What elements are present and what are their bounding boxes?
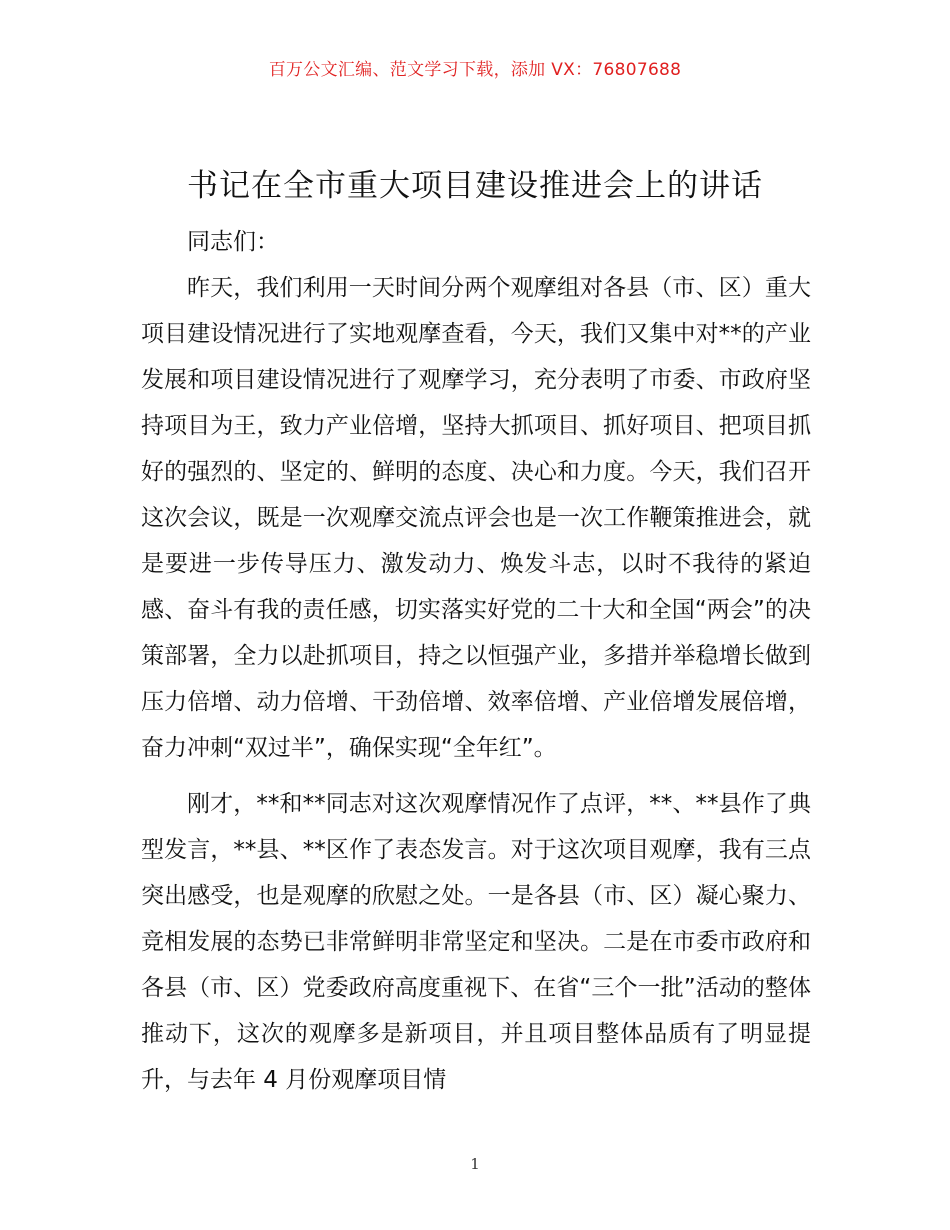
document-body: [141, 219, 811, 1103]
paragraph-2: 刚才，**和**同志对这次观摩情况作了点评，**、**县作了典型发言，**县、**区作了表态发言。对于这次项目观摩，我有三点突出感受，也是观摩的欣慰之处。一是各县（市、区）凝心聚力、竞相发展的态势已非常鲜明非常坚定和坚决。二是在市委市政府和各县（市、区）党委政府高度重视下、在省“三个一批”活动的整体推动下，这次的观摩多是新项目，并且项目整体品质有了明显提升，与去年 4 月份观摩项目情: [141, 791, 811, 1093]
document-title: 书记在全市重大项目建设推进会上的讲话: [187, 168, 763, 204]
paragraph-1: 昨天，我们利用一天时间分两个观摩组对各县（市、区）重大项目建设情况进行了实地观摩查看，今天，我们又集中对**的产业发展和项目建设情况进行了观摩学习，充分表明了市委、市政府坚持项目为王，致力产业倍增，坚持大抓项目、抓好项目、把项目抓好的强烈的、坚定的、鲜明的态度、决心和力度。今天，我们召开这次会议，既是一次观摩交流点评会也是一次工作鞭策推进会，就是要进一步传导压力、激发动力、焕发斗志，以时不我待的紧迫感、奋斗有我的责任感，切实落实好党的二十大和全国“两会”的决策部署，全力以赴抓项目，持之以恒强产业，多措并举稳增长做到压力倍增、动力倍增、干劲倍增、效率倍增、产业倍增发展倍增，奋力冲刺“双过半”，确保实现“全年红”。: [141, 275, 811, 761]
page-number: 1: [470, 1155, 480, 1173]
salutation: 同志们：: [187, 229, 279, 255]
header-watermark-note: 百万公文汇编、范文学习下载，添加 VX：76807688: [268, 60, 682, 80]
